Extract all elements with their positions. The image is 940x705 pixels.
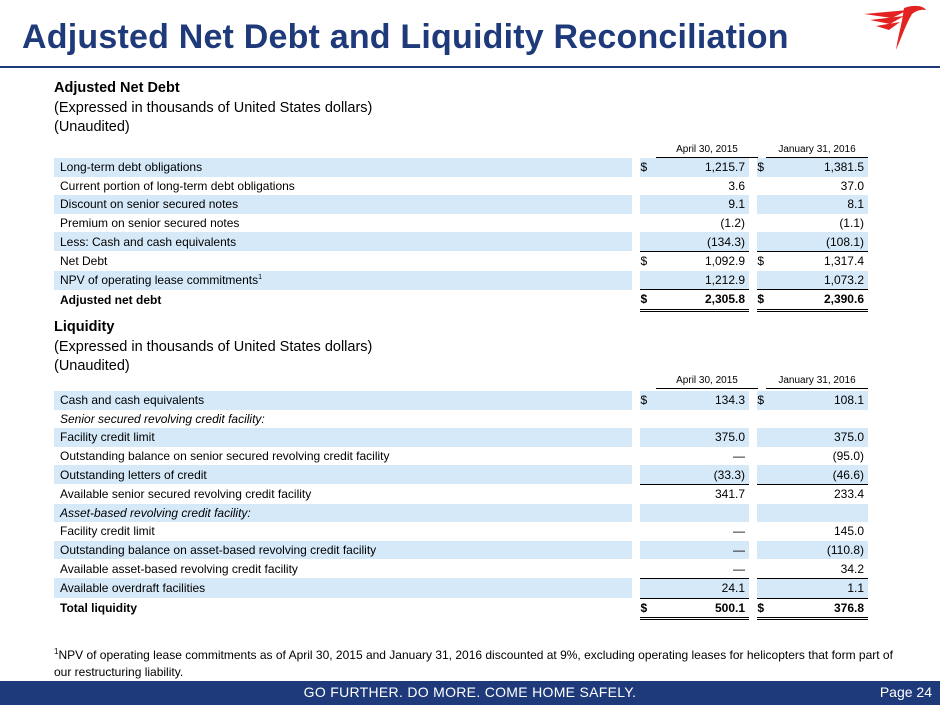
row-label: Cash and cash equivalents — [54, 391, 632, 410]
liquidity-subtitle: (Expressed in thousands of United States dollars) — [54, 338, 373, 355]
currency-symbol — [640, 428, 655, 447]
row-label: Discount on senior secured notes — [54, 195, 632, 214]
value-cell: — — [655, 541, 749, 560]
currency-symbol — [640, 484, 655, 503]
currency-symbol: $ — [640, 598, 655, 619]
column-gap — [749, 465, 757, 484]
value-cell: (110.8) — [772, 541, 868, 560]
currency-symbol — [640, 410, 655, 429]
table-row — [54, 232, 868, 251]
row-label: Adjusted net debt — [60, 292, 162, 307]
currency-symbol — [640, 232, 655, 251]
table-row — [54, 214, 868, 233]
value-cell: 233.4 — [833, 487, 864, 502]
currency-symbol: $ — [757, 158, 772, 177]
value-cell: 9.1 — [655, 195, 749, 214]
row-label: Long-term debt obligations — [54, 158, 632, 177]
net-debt-heading: Adjusted Net Debt — [54, 80, 180, 96]
liquidity-section-title — [54, 318, 372, 377]
value-cell: 1,212.9 — [655, 271, 749, 290]
currency-symbol — [757, 541, 772, 560]
table-row — [54, 504, 868, 523]
value-cell: (46.6) — [772, 465, 868, 484]
currency-symbol — [640, 447, 655, 466]
currency-symbol — [757, 195, 772, 214]
value-cell: 500.1 — [655, 598, 749, 619]
row-label-text: NPV of operating lease commitments — [60, 273, 259, 288]
currency-symbol: $ — [640, 158, 655, 177]
column-gap — [749, 484, 757, 503]
table-row — [54, 559, 868, 578]
value-cell — [772, 504, 868, 523]
column-gap — [632, 428, 640, 447]
column-gap — [749, 428, 757, 447]
currency-symbol — [757, 232, 772, 251]
value-cell — [772, 410, 868, 429]
net-debt-unaudited: (Unaudited) — [54, 119, 130, 135]
value-cell: (134.3) — [655, 232, 749, 251]
table-row — [54, 447, 868, 466]
row-label: Outstanding balance on senior secured revolving credit facility — [60, 449, 390, 464]
row-label: Less: Cash and cash equivalents — [54, 232, 632, 251]
value-cell: 1,381.5 — [772, 158, 868, 177]
row-label: Current portion of long-term debt obligations — [60, 178, 295, 193]
row-label: Premium on senior secured notes — [60, 216, 240, 231]
table-row — [54, 158, 868, 177]
value-cell: 24.1 — [655, 578, 749, 598]
value-cell: 108.1 — [772, 391, 868, 410]
value-cell: 376.8 — [772, 598, 868, 619]
net-debt-subtitle: (Expressed in thousands of United States dollars) — [54, 99, 373, 116]
row-label: Senior secured revolving credit facility: — [60, 411, 265, 426]
column-gap — [632, 522, 640, 541]
column-gap — [749, 578, 757, 598]
value-cell: 1,215.7 — [655, 158, 749, 177]
table-row — [54, 541, 868, 560]
column-gap — [632, 214, 640, 233]
column-gap — [749, 598, 757, 619]
liquidity-table — [54, 391, 868, 620]
value-cell: 134.3 — [655, 391, 749, 410]
footer-slogan: GO FURTHER. DO MORE. COME HOME SAFELY. — [303, 684, 637, 700]
currency-symbol: $ — [640, 254, 648, 269]
column-gap — [632, 484, 640, 503]
value-cell: (95.0) — [832, 449, 864, 464]
column-gap — [749, 232, 757, 251]
value-cell: 375.0 — [655, 428, 749, 447]
column-gap — [632, 598, 640, 619]
value-cell: (108.1) — [772, 232, 868, 251]
currency-symbol — [757, 578, 772, 598]
column-gap — [632, 465, 640, 484]
value-cell: 2,305.8 — [655, 290, 749, 311]
currency-symbol — [640, 522, 655, 541]
column-gap — [632, 541, 640, 560]
column-gap — [749, 195, 757, 214]
row-label: Available senior secured revolving credit facility — [60, 487, 312, 502]
footnote-marker: 1 — [54, 647, 59, 656]
currency-symbol: $ — [757, 290, 772, 311]
value-cell: 34.2 — [772, 559, 868, 578]
currency-symbol — [640, 177, 655, 196]
value-cell: (1.2) — [720, 216, 746, 231]
column-gap — [749, 522, 757, 541]
row-label: Total liquidity — [60, 601, 138, 616]
currency-symbol — [757, 504, 772, 523]
currency-symbol — [757, 465, 772, 484]
currency-symbol — [757, 410, 772, 429]
column-gap — [632, 251, 640, 270]
row-label — [54, 271, 632, 290]
column-gap — [632, 177, 640, 196]
liquidity-col-header-2015: April 30, 2015 — [656, 375, 758, 389]
column-gap — [749, 214, 757, 233]
column-gap — [749, 251, 757, 270]
liquidity-unaudited: (Unaudited) — [54, 358, 130, 374]
currency-symbol — [757, 177, 772, 196]
column-gap — [632, 391, 640, 410]
column-gap — [632, 504, 640, 523]
currency-symbol — [757, 271, 772, 290]
value-cell: 1,092.9 — [704, 254, 746, 269]
currency-symbol: $ — [757, 598, 772, 619]
currency-symbol — [640, 559, 655, 578]
footnote — [54, 643, 894, 681]
currency-symbol — [757, 214, 772, 233]
row-label: Available asset-based revolving credit facility — [60, 561, 298, 576]
table-row — [54, 251, 868, 270]
value-cell: — — [733, 524, 746, 539]
value-cell: 145.0 — [833, 524, 864, 539]
liquidity-heading: Liquidity — [54, 319, 115, 335]
net-debt-col-header-2015: April 30, 2015 — [656, 144, 758, 158]
column-gap — [749, 541, 757, 560]
title-rule — [0, 66, 940, 68]
table-row — [54, 410, 868, 429]
row-label: Available overdraft facilities — [54, 578, 632, 598]
currency-symbol — [640, 578, 655, 598]
currency-symbol: $ — [640, 290, 655, 311]
column-gap — [632, 271, 640, 290]
table-row — [54, 522, 868, 541]
currency-symbol — [757, 522, 772, 541]
row-label: Facility credit limit — [60, 524, 155, 539]
table-row — [54, 578, 868, 598]
column-gap — [632, 232, 640, 251]
currency-symbol: $ — [640, 391, 655, 410]
column-gap — [749, 391, 757, 410]
value-cell: 8.1 — [772, 195, 868, 214]
column-gap — [749, 559, 757, 578]
currency-symbol — [757, 559, 772, 578]
column-gap — [749, 410, 757, 429]
table-row — [54, 484, 868, 503]
net-debt-table — [54, 158, 868, 312]
footnote-ref: 1 — [258, 274, 262, 282]
currency-symbol — [757, 447, 772, 466]
value-cell: 375.0 — [772, 428, 868, 447]
row-label: Asset-based revolving credit facility: — [54, 504, 632, 523]
currency-symbol — [640, 195, 655, 214]
table-row — [54, 465, 868, 484]
column-gap — [632, 290, 640, 311]
net-debt-col-header-2016: January 31, 2016 — [766, 144, 868, 158]
currency-symbol — [757, 428, 772, 447]
currency-symbol — [757, 484, 772, 503]
currency-symbol — [640, 214, 655, 233]
currency-symbol — [640, 504, 655, 523]
column-gap — [749, 290, 757, 311]
value-cell: 1,317.4 — [823, 254, 864, 269]
footer-bar — [0, 681, 940, 705]
net-debt-section-title — [54, 79, 372, 138]
value-cell: 2,390.6 — [772, 290, 868, 311]
column-gap — [749, 271, 757, 290]
row-label: Outstanding letters of credit — [54, 465, 632, 484]
value-cell: (33.3) — [655, 465, 749, 484]
column-gap — [632, 447, 640, 466]
table-row — [54, 177, 868, 196]
currency-symbol — [640, 465, 655, 484]
row-label: Outstanding balance on asset-based revolving credit facility — [54, 541, 632, 560]
liquidity-col-header-2016: January 31, 2016 — [766, 375, 868, 389]
helicopter-bird-logo-icon — [862, 4, 928, 54]
value-cell — [655, 410, 749, 429]
value-cell: 1,073.2 — [772, 271, 868, 290]
column-gap — [749, 158, 757, 177]
footnote-text: NPV of operating lease commitments as of April 30, 2015 and January 31, 2016 discounted at 9%, excluding operating leases for helicopters that form part of our restructuring liability. — [54, 648, 893, 679]
table-row — [54, 598, 868, 619]
currency-symbol: $ — [757, 254, 765, 269]
table-row — [54, 391, 868, 410]
currency-symbol: $ — [757, 391, 772, 410]
value-cell: 37.0 — [840, 178, 864, 193]
column-gap — [749, 177, 757, 196]
currency-symbol — [640, 541, 655, 560]
table-row — [54, 290, 868, 311]
value-cell: 341.7 — [714, 487, 746, 502]
value-cell: — — [655, 559, 749, 578]
column-gap — [632, 195, 640, 214]
row-label: Facility credit limit — [54, 428, 632, 447]
value-cell: (1.1) — [839, 216, 864, 231]
value-cell: 1.1 — [772, 578, 868, 598]
value-cell: 3.6 — [728, 178, 746, 193]
row-label: Net Debt — [60, 254, 108, 269]
value-cell: — — [733, 449, 746, 464]
table-row — [54, 271, 868, 290]
currency-symbol — [640, 271, 655, 290]
column-gap — [632, 410, 640, 429]
table-row — [54, 195, 868, 214]
page-number: Page 24 — [879, 684, 932, 700]
table-row — [54, 428, 868, 447]
column-gap — [749, 504, 757, 523]
page-title: Adjusted Net Debt and Liquidity Reconciliation — [22, 18, 789, 56]
value-cell — [655, 504, 749, 523]
column-gap — [632, 158, 640, 177]
column-gap — [632, 559, 640, 578]
column-gap — [749, 447, 757, 466]
column-gap — [632, 578, 640, 598]
